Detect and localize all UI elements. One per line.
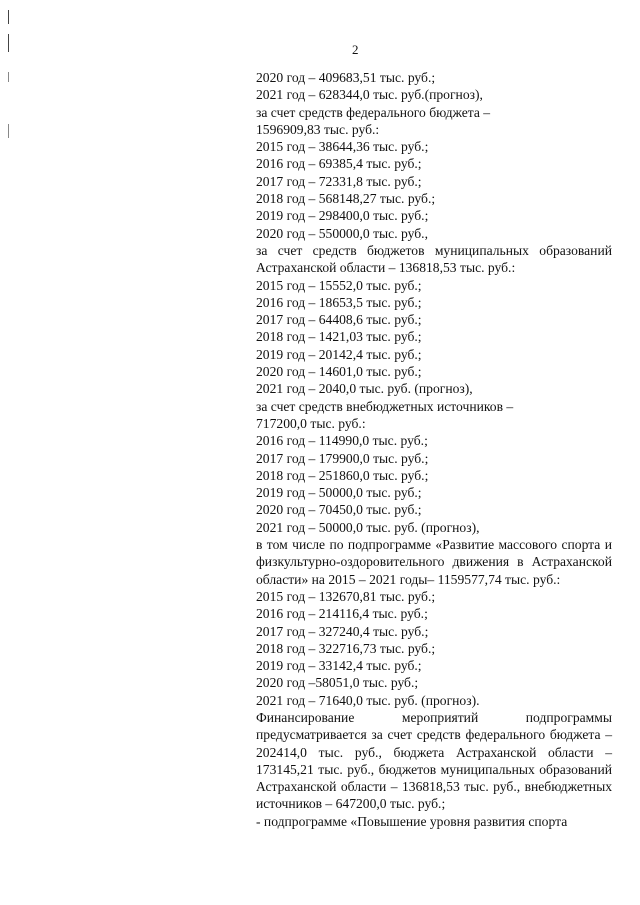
funding-municipal-list xyxy=(256,277,612,536)
text-line: 2020 год – 550000,0 тыс. руб., xyxy=(256,225,428,241)
page-number: 2 xyxy=(352,42,359,57)
text-line: 2015 год – 38644,36 тыс. руб.; xyxy=(256,139,429,155)
next-subprogram-line: - подпрограмме «Повышение уровня развития спорта xyxy=(256,813,568,829)
text-line: 2020 год – 70450,0 тыс. руб.; xyxy=(256,502,422,518)
document-body xyxy=(256,69,612,830)
text-line: 2020 год –58051,0 тыс. руб.; xyxy=(256,675,419,691)
text-line: 2017 год – 72331,8 тыс. руб.; xyxy=(256,173,422,189)
scan-artifact xyxy=(8,34,9,52)
text-line: 2018 год – 568148,27 тыс. руб.; xyxy=(256,191,436,207)
text-line: 2021 год – 628344,0 тыс. руб.(прогноз), xyxy=(256,87,483,103)
subprogram-paragraph: в том числе по подпрограмме «Развитие массового спорта и физкультурно-оздоровительного движения в Астраханской области» на 2015 – 2021 годы– 1159577,74 тыс. руб.: xyxy=(256,537,612,587)
text-line: 2019 год – 50000,0 тыс. руб.; xyxy=(256,485,422,501)
text-line: 2021 год – 2040,0 тыс. руб. (прогноз), xyxy=(256,381,473,397)
scan-artifact xyxy=(8,10,9,24)
text-line: 2017 год – 179900,0 тыс. руб.; xyxy=(256,450,429,466)
text-line: 2017 год – 64408,6 тыс. руб.; xyxy=(256,312,422,328)
text-line: за счет средств федерального бюджета – xyxy=(256,104,491,120)
funding-subprogram-list xyxy=(256,588,612,709)
municipal-budget-paragraph: за счет средств бюджетов муниципальных образований Астраханской области – 136818,53 тыс. руб.: xyxy=(256,242,612,276)
text-line: 2018 год – 322716,73 тыс. руб.; xyxy=(256,640,436,656)
text-line: 2019 год – 20142,4 тыс. руб.; xyxy=(256,346,422,362)
text-line: 2021 год – 71640,0 тыс. руб. (прогноз). xyxy=(256,692,480,708)
text-line: 717200,0 тыс. руб.: xyxy=(256,415,366,431)
text-line: 2019 год – 33142,4 тыс. руб.; xyxy=(256,658,422,674)
text-line: 2018 год – 251860,0 тыс. руб.; xyxy=(256,467,429,483)
text-line: 2020 год – 409683,51 тыс. руб.; xyxy=(256,70,436,85)
text-line: 2016 год – 214116,4 тыс. руб.; xyxy=(256,606,428,622)
financing-paragraph: Финансирование мероприятий подпрограммы предусматривается за счет средств федерального бюджета – 202414,0 тыс. руб., бюджета Астраханской области – 173145,21 тыс. руб., бюджетов муниципальных образований Астраханской области – 136818,53 тыс. руб., внебюджетных источников – 647200,0 тыс. руб.; xyxy=(256,709,612,812)
text-line: 1596909,83 тыс. руб.: xyxy=(256,121,380,137)
funding-top-list xyxy=(256,69,612,242)
text-line: 2015 год – 15552,0 тыс. руб.; xyxy=(256,277,422,293)
text-line: 2018 год – 1421,03 тыс. руб.; xyxy=(256,329,422,345)
text-line: 2017 год – 327240,4 тыс. руб.; xyxy=(256,623,429,639)
scan-artifact xyxy=(8,124,9,138)
text-line: 2021 год – 50000,0 тыс. руб. (прогноз), xyxy=(256,519,480,535)
text-line: 2019 год – 298400,0 тыс. руб.; xyxy=(256,208,429,224)
scan-artifact xyxy=(8,72,9,82)
text-line: 2015 год – 132670,81 тыс. руб.; xyxy=(256,588,436,604)
text-line: 2020 год – 14601,0 тыс. руб.; xyxy=(256,364,422,380)
text-line: за счет средств внебюджетных источников – xyxy=(256,398,514,414)
text-line: 2016 год – 69385,4 тыс. руб.; xyxy=(256,156,422,172)
text-line: 2016 год – 18653,5 тыс. руб.; xyxy=(256,294,422,310)
text-line: 2016 год – 114990,0 тыс. руб.; xyxy=(256,433,428,449)
